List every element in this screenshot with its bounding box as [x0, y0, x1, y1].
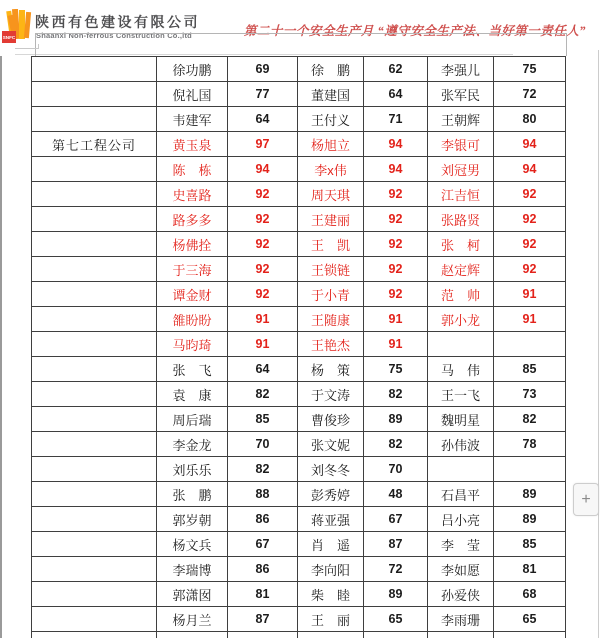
table-row: [32, 532, 566, 557]
name-cell: 徐功鹏: [157, 57, 228, 82]
name-cell: 张军民: [428, 82, 494, 107]
score-cell: 48: [364, 482, 428, 507]
company-cell: [32, 382, 157, 407]
name-cell: 杨旭立: [298, 132, 364, 157]
cutoff-row-band: [35, 33, 567, 56]
score-cell: [494, 332, 566, 357]
score-cell: 92: [494, 232, 566, 257]
name-cell: 王朝辉: [428, 107, 494, 132]
name-cell: 张 鹏: [157, 482, 228, 507]
score-cell: 91: [228, 307, 298, 332]
score-cell: 69: [228, 57, 298, 82]
safety-month-slogan: 第二十一个安全生产月 “遵守安全生产法、当好第一责任人”: [243, 24, 586, 38]
score-cell: 91: [494, 307, 566, 332]
name-cell: 李雨珊: [428, 607, 494, 632]
name-cell: 王 丽: [298, 607, 364, 632]
company-cell: [32, 407, 157, 432]
name-cell: 肖 遥: [298, 532, 364, 557]
table-row: [32, 257, 566, 282]
table-row-partial: [32, 632, 566, 638]
score-cell: 94: [494, 157, 566, 182]
score-cell: 91: [364, 332, 428, 357]
name-cell: 郭岁朝: [157, 507, 228, 532]
score-cell: 71: [364, 107, 428, 132]
name-cell: 袁 康: [157, 382, 228, 407]
name-cell: 曹俊珍: [298, 407, 364, 432]
name-cell: 于小青: [298, 282, 364, 307]
name-cell: 马 伟: [428, 357, 494, 382]
score-cell: 94: [364, 157, 428, 182]
score-cell: [494, 632, 566, 638]
name-cell: 王建丽: [298, 207, 364, 232]
name-cell: 韦建军: [157, 107, 228, 132]
company-cell: 第七工程公司: [32, 132, 157, 157]
table-row: [32, 82, 566, 107]
score-cell: 68: [494, 582, 566, 607]
name-cell: 魏明星: [428, 407, 494, 432]
name-cell: 于文涛: [298, 382, 364, 407]
name-cell: 石昌平: [428, 482, 494, 507]
table-row: [32, 57, 566, 82]
score-cell: 65: [364, 607, 428, 632]
company-cell: [32, 307, 157, 332]
company-cell: [32, 282, 157, 307]
score-cell: 91: [228, 332, 298, 357]
name-cell: 于三海: [157, 257, 228, 282]
table-row: [32, 557, 566, 582]
score-cell: 82: [364, 382, 428, 407]
score-cell: 86: [228, 557, 298, 582]
company-cell: [32, 57, 157, 82]
table-row: [32, 307, 566, 332]
name-cell: 倪礼国: [157, 82, 228, 107]
company-cell: [32, 532, 157, 557]
company-cell: [32, 182, 157, 207]
score-cell: 82: [494, 407, 566, 432]
score-cell: 80: [494, 107, 566, 132]
score-cell: 92: [228, 207, 298, 232]
score-cell: 89: [494, 482, 566, 507]
company-cell: [32, 507, 157, 532]
name-cell: 周天琪: [298, 182, 364, 207]
score-cell: 92: [364, 282, 428, 307]
name-cell: 黄玉泉: [157, 132, 228, 157]
score-cell: 94: [494, 132, 566, 157]
score-cell: 92: [228, 282, 298, 307]
score-cell: 73: [494, 382, 566, 407]
name-cell: 王付义: [298, 107, 364, 132]
name-cell: 张 飞: [157, 357, 228, 382]
cutoff-tick: [38, 44, 39, 49]
company-cell: [32, 457, 157, 482]
name-cell: 杨文兵: [157, 532, 228, 557]
score-cell: 72: [494, 82, 566, 107]
score-cell: 72: [364, 557, 428, 582]
name-cell: 史喜路: [157, 182, 228, 207]
score-cell: 75: [364, 357, 428, 382]
score-cell: 92: [228, 182, 298, 207]
table-row: [32, 332, 566, 357]
company-cell: [32, 257, 157, 282]
name-cell: 张文妮: [298, 432, 364, 457]
name-cell: 马昀琦: [157, 332, 228, 357]
score-cell: 82: [228, 457, 298, 482]
table-row: [32, 407, 566, 432]
score-cell: 97: [228, 132, 298, 157]
name-cell: 刘冠男: [428, 157, 494, 182]
name-cell: [428, 332, 494, 357]
company-logo-icon: [2, 9, 32, 45]
score-cell: 88: [228, 482, 298, 507]
score-cell: 75: [494, 57, 566, 82]
name-cell: 谭金财: [157, 282, 228, 307]
score-cell: 92: [364, 207, 428, 232]
name-cell: 陈 栋: [157, 157, 228, 182]
score-cell: 94: [364, 132, 428, 157]
score-cell: [228, 632, 298, 638]
company-cell: [32, 582, 157, 607]
name-cell: 王锁链: [298, 257, 364, 282]
score-cell: 92: [494, 257, 566, 282]
name-cell: 王随康: [298, 307, 364, 332]
table-row: [32, 482, 566, 507]
name-cell: 李强儿: [428, 57, 494, 82]
company-cell: [32, 632, 157, 638]
name-cell: 张路贤: [428, 207, 494, 232]
name-cell: 杨佛拴: [157, 232, 228, 257]
name-cell: 柴 睦: [298, 582, 364, 607]
table-row: [32, 432, 566, 457]
name-cell: 蒋亚强: [298, 507, 364, 532]
table-row: [32, 582, 566, 607]
score-cell: 92: [494, 207, 566, 232]
score-cell: 87: [228, 607, 298, 632]
company-cell: [32, 357, 157, 382]
score-cell: 89: [364, 407, 428, 432]
score-cell: 81: [494, 557, 566, 582]
table-row: [32, 357, 566, 382]
score-cell: 67: [228, 532, 298, 557]
name-cell: 郭潇囡: [157, 582, 228, 607]
name-cell: 董建国: [298, 82, 364, 107]
page-edge-right: [598, 50, 599, 638]
score-cell: 86: [228, 507, 298, 532]
score-cell: 94: [228, 157, 298, 182]
company-cell: [32, 157, 157, 182]
score-cell: 87: [364, 532, 428, 557]
cutoff-tick: [15, 48, 38, 49]
score-cell: 89: [494, 507, 566, 532]
name-cell: 李金龙: [157, 432, 228, 457]
score-cell: 85: [494, 532, 566, 557]
score-cell: 82: [364, 432, 428, 457]
name-cell: 李瑞博: [157, 557, 228, 582]
score-cell: 89: [364, 582, 428, 607]
name-cell: [428, 457, 494, 482]
score-cell: 85: [494, 357, 566, 382]
name-cell: 雒盼盼: [157, 307, 228, 332]
table-row: [32, 607, 566, 632]
name-cell: 江吉恒: [428, 182, 494, 207]
name-cell: 吕小亮: [428, 507, 494, 532]
name-cell: 彭秀婷: [298, 482, 364, 507]
company-cell: [32, 332, 157, 357]
score-cell: 64: [228, 107, 298, 132]
score-cell: 92: [228, 232, 298, 257]
company-cell: [32, 82, 157, 107]
company-cell: [32, 232, 157, 257]
table-row: [32, 107, 566, 132]
name-cell: 徐 鹏: [298, 57, 364, 82]
name-cell: 孙伟波: [428, 432, 494, 457]
name-cell: 孙爱侠: [428, 582, 494, 607]
name-cell: [157, 632, 228, 638]
name-cell: 杨月兰: [157, 607, 228, 632]
name-cell: 路多多: [157, 207, 228, 232]
name-cell: 王艳杰: [298, 332, 364, 357]
name-cell: 周后瑞: [157, 407, 228, 432]
company-cell: [32, 557, 157, 582]
company-cell: [32, 482, 157, 507]
score-cell: 70: [364, 457, 428, 482]
score-cell: 92: [364, 232, 428, 257]
score-cell: 91: [494, 282, 566, 307]
score-cell: 77: [228, 82, 298, 107]
table-row: [32, 232, 566, 257]
score-table-body: [32, 57, 566, 638]
score-cell: 64: [228, 357, 298, 382]
table-row: [32, 157, 566, 182]
company-cell: [32, 432, 157, 457]
score-cell: 67: [364, 507, 428, 532]
company-cell: [32, 607, 157, 632]
score-cell: 78: [494, 432, 566, 457]
name-cell: [298, 632, 364, 638]
table-row: [32, 282, 566, 307]
score-table: [31, 56, 566, 638]
score-cell: [494, 457, 566, 482]
table-row: [32, 182, 566, 207]
score-cell: 92: [228, 257, 298, 282]
name-cell: 刘乐乐: [157, 457, 228, 482]
score-cell: [364, 632, 428, 638]
score-cell: 91: [364, 307, 428, 332]
score-cell: 64: [364, 82, 428, 107]
name-cell: 杨 策: [298, 357, 364, 382]
name-cell: 王一飞: [428, 382, 494, 407]
name-cell: 李 莹: [428, 532, 494, 557]
name-cell: 李银可: [428, 132, 494, 157]
company-cell: [32, 207, 157, 232]
company-name-en: Shaanxi Non-ferrous Construction Co.,ltd: [36, 31, 192, 40]
score-cell: 92: [364, 182, 428, 207]
page-edge-left: [0, 56, 2, 638]
company-cell: [32, 107, 157, 132]
table-row: [32, 207, 566, 232]
score-cell: 92: [494, 182, 566, 207]
table-row: [32, 507, 566, 532]
score-cell: 81: [228, 582, 298, 607]
name-cell: 李向阳: [298, 557, 364, 582]
name-cell: 张 柯: [428, 232, 494, 257]
score-cell: 82: [228, 382, 298, 407]
logo-text: SNFC: [2, 35, 16, 40]
name-cell: 赵定辉: [428, 257, 494, 282]
name-cell: 李如愿: [428, 557, 494, 582]
name-cell: 刘冬冬: [298, 457, 364, 482]
expand-plus-button[interactable]: +: [573, 483, 599, 516]
table-row: [32, 382, 566, 407]
table-row: [32, 132, 566, 157]
name-cell: 李x伟: [298, 157, 364, 182]
name-cell: 范 帅: [428, 282, 494, 307]
score-cell: 85: [228, 407, 298, 432]
name-cell: 王 凯: [298, 232, 364, 257]
score-cell: 65: [494, 607, 566, 632]
score-cell: 92: [364, 257, 428, 282]
name-cell: 郭小龙: [428, 307, 494, 332]
score-cell: 62: [364, 57, 428, 82]
name-cell: [428, 632, 494, 638]
table-row: [32, 457, 566, 482]
score-cell: 70: [228, 432, 298, 457]
company-name-cn: 陕西有色建设有限公司: [35, 14, 200, 30]
